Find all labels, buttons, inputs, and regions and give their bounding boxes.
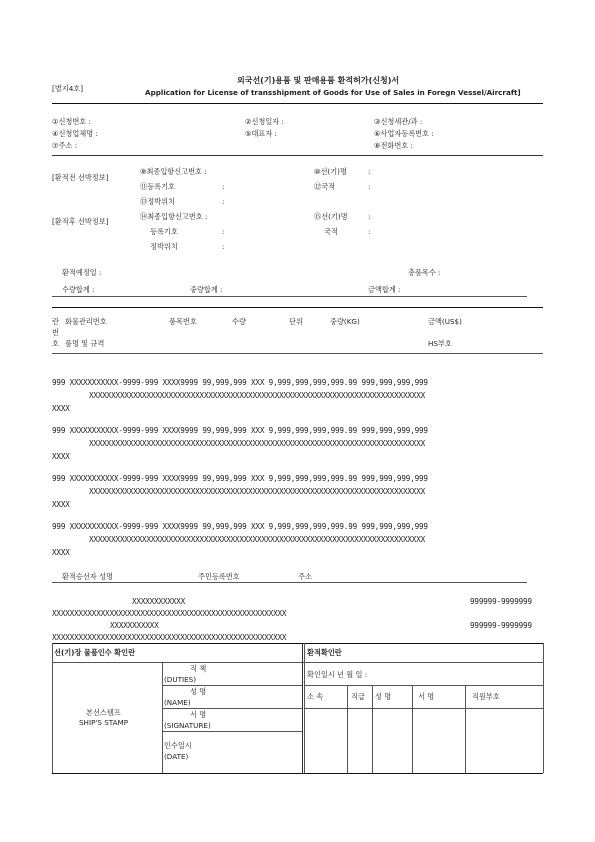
- phone-label: ⑧전화번호 :: [374, 141, 413, 150]
- ship-stamp-kr: 본선스템프: [86, 708, 121, 717]
- ship-stamp-en: SHIP'S STAMP: [79, 718, 129, 727]
- transferee-2-id: 999999-9999999: [470, 621, 532, 630]
- vessel-before-reg-code: ⑪등록기호: [140, 182, 175, 191]
- item-row-main: 999 XXXXXXXXXXX-9999-999 XXXX9999 99,999,999 XXX 9,999,999,999,999.99 999,999,999,999: [52, 474, 428, 483]
- transferee-1-id: 999999-9999999: [470, 597, 532, 606]
- ship-confirm-title: 선(기)장 물품인수 확인란: [54, 648, 136, 657]
- transferee-2-address: XXXXXXXXXXXXXXXXXXXXXXXXXXXXXXXXXXXXXXXXXXXXXXXXXXXXX: [52, 633, 287, 642]
- receipt-date-label-en: (DATE): [164, 752, 189, 761]
- amount-total-label: 금액합계 :: [368, 285, 401, 294]
- sign-col-label: 서 명: [418, 692, 435, 701]
- col-name-spec: 품명 및 규격: [65, 339, 105, 348]
- transferee-name-header: 환적승선자 성명: [62, 572, 113, 581]
- transferee-1-address: XXXXXXXXXXXXXXXXXXXXXXXXXXXXXXXXXXXXXXXXXXXXXXXXXXXXX: [52, 609, 287, 618]
- signature-label-kr: 서 명: [190, 710, 207, 719]
- duties-label-kr: 직 책: [190, 664, 207, 673]
- transferee-1-name: XXXXXXXXXXXX: [132, 597, 186, 606]
- item-row-hs: XXXX: [52, 452, 70, 461]
- app-number-label: ①신청번호 :: [52, 117, 91, 126]
- vessel-after-nationality: 국적: [324, 227, 338, 236]
- vessel-after-ship-colon: :: [368, 212, 371, 221]
- item-row-desc: XXXXXXXXXXXXXXXXXXXXXXXXXXXXXXXXXXXXXXXXXXXXXXXXXXXXXXXXXXXXXXXXXXXXXXXXXXXX: [89, 535, 426, 544]
- ceo-label: ⑤대표자 :: [245, 129, 277, 138]
- col-line-1: 란: [52, 317, 59, 326]
- rank-col-label: 직급: [351, 692, 365, 701]
- vessel-after-nat-colon: :: [368, 227, 371, 236]
- page-title-kr: 외국선(기)용품 및 판매용품 환적허가(신청)서: [237, 76, 400, 85]
- col-weight: 중량(KG): [330, 317, 360, 326]
- vessel-after-berth-colon: :: [222, 242, 225, 251]
- totals-divider: [52, 307, 543, 308]
- vessel-before-section: [환적전 선박정보]: [52, 173, 109, 182]
- vessel-before-reg-colon: :: [222, 182, 225, 191]
- col-item-number: 품목번호: [169, 317, 197, 326]
- signature-label-en: (SIGNATURE): [164, 721, 211, 730]
- totals-underline: [52, 296, 527, 297]
- transship-confirm-title: 환적확인란: [307, 648, 342, 657]
- staff-no-col-label: 직원부호: [472, 692, 500, 701]
- vessel-after-reg-code: 등록기호: [150, 227, 178, 236]
- total-packages-label: 총품목수 :: [408, 268, 441, 277]
- customs-office-label: ③신청세관/과 :: [374, 117, 423, 126]
- transferee-2-name: XXXXXXXXXXX: [110, 621, 159, 630]
- vessel-after-section: [환적후 선박정보]: [52, 217, 109, 226]
- item-row-desc: XXXXXXXXXXXXXXXXXXXXXXXXXXXXXXXXXXXXXXXXXXXXXXXXXXXXXXXXXXXXXXXXXXXXXXXXXXXX: [89, 439, 426, 448]
- address-label: ⑦주소 :: [52, 141, 78, 150]
- name-col-label: 성 명: [375, 692, 392, 701]
- vessel-after-ship-name: ⑮선(기)명: [314, 212, 348, 221]
- planned-date-label: 환적예정일 :: [62, 268, 102, 277]
- transferee-id-header: 주민등록번호: [198, 572, 240, 581]
- company-name-label: ④신청업체명 :: [52, 129, 98, 138]
- col-quantity: 수량: [232, 317, 246, 326]
- item-row-desc: XXXXXXXXXXXXXXXXXXXXXXXXXXXXXXXXXXXXXXXXXXXXXXXXXXXXXXXXXXXXXXXXXXXXXXXXXXXX: [89, 391, 426, 400]
- dept-col-label: 소 속: [307, 692, 324, 701]
- confirm-date-label: 확인일시 년 월 일 :: [307, 670, 368, 679]
- item-row-hs: XXXX: [52, 404, 70, 413]
- vessel-before-entry-no: ⑨최종입항신고번호 :: [140, 167, 207, 176]
- receipt-date-label-kr: 인수일시: [164, 741, 192, 750]
- col-unit: 단위: [289, 317, 303, 326]
- vessel-before-nat-colon: :: [368, 182, 371, 191]
- vessel-before-berth: ⑬정박위치: [140, 197, 175, 206]
- duties-label-en: (DUTIES): [164, 675, 197, 684]
- name-label-en: (NAME): [164, 698, 191, 707]
- transferee-addr-header: 주소: [298, 572, 312, 581]
- vessel-before-ship-colon: :: [368, 167, 371, 176]
- app-date-label: ②신청일자 :: [245, 117, 284, 126]
- form-number: [별지4호]: [52, 84, 84, 93]
- item-row-main: 999 XXXXXXXXXXX-9999-999 XXXX9999 99,999,999 XXX 9,999,999,999,999.99 999,999,999,999: [52, 522, 428, 531]
- vessel-before-berth-colon: :: [222, 197, 225, 206]
- col-hs-code: HS부호: [428, 339, 452, 348]
- qty-total-label: 수량합계 :: [62, 285, 95, 294]
- item-row-main: 999 XXXXXXXXXXX-9999-999 XXXX9999 99,999,999 XXX 9,999,999,999,999.99 999,999,999,999: [52, 378, 428, 387]
- transferee-header-underline: [52, 582, 527, 583]
- item-row-desc: XXXXXXXXXXXXXXXXXXXXXXXXXXXXXXXXXXXXXXXXXXXXXXXXXXXXXXXXXXXXXXXXXXXXXXXXXXXX: [89, 487, 426, 496]
- page-title-en: Application for License of transshipment of Goods for Use of Sales in Foregn Vessel/Aircraft]: [145, 88, 521, 97]
- vessel-after-reg-colon: :: [222, 227, 225, 236]
- vessel-after-entry-no: ⑭최종입항신고번호 :: [140, 212, 208, 221]
- item-row-main: 999 XXXXXXXXXXX-9999-999 XXXX9999 99,999,999 XXX 9,999,999,999,999.99 999,999,999,999: [52, 426, 428, 435]
- weight-total-label: 중량합계 :: [190, 285, 223, 294]
- col-line-3: 호: [52, 339, 59, 348]
- name-label-kr: 성 명: [190, 687, 207, 696]
- vessel-after-berth: 정박위치: [150, 242, 178, 251]
- col-line-2: 번: [52, 328, 59, 337]
- col-amount: 금액(US$): [428, 317, 462, 326]
- item-header-divider: [52, 353, 543, 354]
- col-cargo-number: 화물관리번호: [65, 317, 107, 326]
- item-row-hs: XXXX: [52, 548, 70, 557]
- item-row-hs: XXXX: [52, 500, 70, 509]
- vessel-before-ship-name: ⑩선(기)명: [314, 167, 347, 176]
- applicant-divider: [52, 155, 543, 156]
- header-divider: [52, 103, 543, 104]
- business-number-label: ⑥사업자등록번호 :: [374, 129, 434, 138]
- vessel-before-nationality: ⑫국적: [314, 182, 336, 191]
